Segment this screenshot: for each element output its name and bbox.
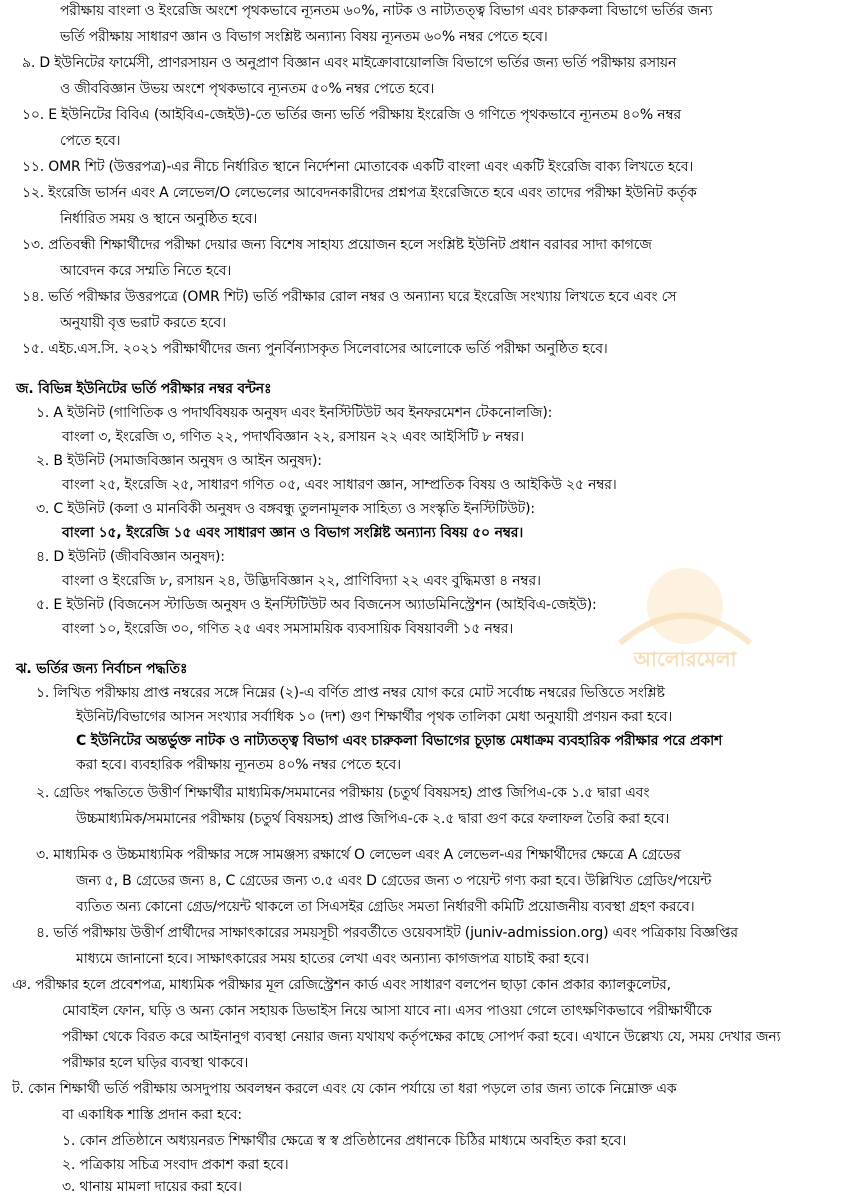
text-line-6: পেতে হবে। xyxy=(60,133,121,149)
text-line-25: বাংলা ১০, ইংরেজি ৩০, গণিত ২৫ এবং সমসাময়িক ব্যবসায়িক বিষয়াবলী ১৫ নম্বর। xyxy=(62,621,514,637)
text-line-22: ৪. D ইউনিট (জীববিজ্ঞান অনুষদ): xyxy=(36,549,225,565)
text-line-28: ইউনিট/বিভাগের আসন সংখ্যার সর্বাধিক ১০ (দশ) গুণ শিক্ষার্থীর পৃথক তালিকা মেধা অনুযায়ী প্রণয়ন করা হবে। xyxy=(76,709,673,725)
text-line-36: ৪. ভর্তি পরীক্ষায় উত্তীর্ণ প্রার্থীদের সাক্ষাৎকারের সময়সূচী পরবর্তীতে ওয়েবসাইট (juniv-admission.org) এবং পত্রিকায় বিজ্ঞপ্তির xyxy=(36,925,738,941)
text-line-33: ৩. মাধ্যমিক ও উচ্চমাধ্যমিক পরীক্ষার সঙ্গে সামঞ্জস্য রক্ষার্থে O লেভেল এবং A লেভেল-এর শিক্ষার্থীদের ক্ষেত্রে A গ্রেডের xyxy=(36,847,681,863)
text-line-10: ১৩. প্রতিবন্ধী শিক্ষার্থীদের পরীক্ষা দেয়ার জন্য বিশেষ সাহায্য প্রয়োজন হলে সংশ্লিষ্ট ইউনিট প্রধান বরাবর সাদা কাগজে xyxy=(22,237,652,253)
text-line-37: মাধ্যমে জানানো হবে। সাক্ষাৎকারের সময় হাতের লেখা এবং অন্যান্য কাগজপত্র যাচাই করা হবে। xyxy=(76,951,589,967)
text-line-15: জ. বিভিন্ন ইউনিটের ভর্তি পরীক্ষার নম্বর বন্টনঃ xyxy=(16,381,272,397)
text-line-41: পরীক্ষার হলে ঘড়ির ব্যবস্থা থাকবে। xyxy=(62,1055,249,1071)
text-line-19: বাংলা ২৫, ইংরেজি ২৫, সাধারণ গণিত ০৫, এবং সাধারণ জ্ঞান, সাম্প্রতিক বিষয় ও আইকিউ ২৫ নম্বর। xyxy=(62,477,617,493)
text-line-26: ঝ. ভর্তির জন্য নির্বাচন পদ্ধতিঃ xyxy=(16,661,188,677)
text-line-30: করা হবে। ব্যবহারিক পরীক্ষায় ন্যূনতম ৪০% নম্বর পেতে হবে। xyxy=(76,757,401,773)
text-line-44: ১. কোন প্রতিষ্ঠানে অধ্যয়নরত শিক্ষার্থীর ক্ষেত্রে স্ব স্ব প্রতিষ্ঠানের প্রধানকে চিঠির মাধ্যমে অবহিত করা হবে। xyxy=(62,1133,627,1149)
text-line-4: ও জীববিজ্ঞান উভয় অংশে পৃথকভাবে ন্যূনতম ৫০% নম্বর পেতে হবে। xyxy=(60,81,435,97)
text-line-29: C ইউনিটের অন্তর্ভুক্ত নাটক ও নাট্যতত্ত্ব বিভাগ এবং চারুকলা বিভাগের চূড়ান্ত মেধাক্রম ব্যবহারিক পরীক্ষার পরে প্রকাশ xyxy=(76,733,723,749)
text-line-13: অনুযায়ী বৃত্ত ভরাট করতে হবে। xyxy=(60,315,226,331)
watermark-logo xyxy=(610,548,760,698)
text-line-21: বাংলা ১৫, ইংরেজি ১৫ এবং সাধারণ জ্ঞান ও বিভাগ সংশ্লিষ্ট অন্যান্য বিষয় ৫০ নম্বর। xyxy=(62,525,524,541)
text-line-46: ৩. থানায় মামলা দায়ের করা হবে। xyxy=(62,1179,242,1195)
text-line-7: ১১. OMR শিট (উত্তরপত্র)-এর নীচে নির্ধারিত স্থানে নির্দেশনা মোতাবেক একটি বাংলা এবং একটি ইংরেজি বাক্য লিখতে হবে। xyxy=(22,159,694,175)
text-line-9: নির্ধারিত সময় ও স্থানে অনুষ্ঠিত হবে। xyxy=(60,211,258,227)
text-line-2: ভর্তি পরীক্ষায় সাধারণ জ্ঞান ও বিভাগ সংশ্লিষ্ট অন্যান্য বিষয় ন্যূনতম ৬০% নম্বর পেতে হবে। xyxy=(60,29,548,45)
text-line-24: ৫. E ইউনিট (বিজনেস স্টাডিজ অনুষদ ও ইনস্টিটিউট অব বিজনেস অ্যাডমিনিস্ট্রেশন (আইবিএ-জেইউ): xyxy=(36,597,597,613)
text-line-11: আবেদন করে সম্মতি নিতে হবে। xyxy=(60,263,232,279)
text-line-40: পরীক্ষা থেকে বিরত করে আইনানুগ ব্যবস্থা নেয়ার জন্য যথাযথ কর্তৃপক্ষের কাছে সোপর্দ করা হবে। এখানে উল্লেখ্য যে, সময় দেখার জন্য xyxy=(62,1029,781,1045)
text-line-20: ৩. C ইউনিট (কলা ও মানবিকী অনুষদ ও বঙ্গবন্ধু তুলনামূলক সাহিত্য ও সংস্কৃতি ইনস্টিটিউট): xyxy=(36,501,535,517)
text-line-16: ১. A ইউনিট (গাণিতিক ও পদার্থবিষয়ক অনুষদ এবং ইনস্টিটিউট অব ইনফরমেশন টেকনোলজি): xyxy=(36,405,553,421)
text-line-5: ১০. E ইউনিটের বিবিএ (আইবিএ-জেইউ)-তে ভর্তির জন্য ভর্তি পরীক্ষায় ইংরেজি ও গণিতে পৃথকভাবে ন্যূনতম ৪০% নম্বর xyxy=(22,107,681,123)
text-line-34: জন্য ৫, B গ্রেডের জন্য ৪, C গ্রেডের জন্য ৩.৫ এবং D গ্রেডের জন্য ৩ পয়েন্ট গণ্য করা হবে। উল্লিখিত গ্রেডিং/পয়েন্ট xyxy=(76,873,712,889)
watermark-sun xyxy=(647,568,723,644)
watermark-text: আলোরমেলা xyxy=(633,647,737,671)
text-line-43: বা একাধিক শাস্তি প্রদান করা হবে: xyxy=(62,1107,242,1123)
text-line-31: ২. গ্রেডিং পদ্ধতিতে উত্তীর্ণ শিক্ষার্থীর মাধ্যমিক/সমমানের পরীক্ষায় (চতুর্থ বিষয়সহ) প্রাপ্ত জিপিএ-কে ১.৫ দ্বারা এবং xyxy=(36,785,650,801)
text-line-39: মোবাইল ফোন, ঘড়ি ও অন্য কোন সহায়ক ডিভাইস নিয়ে আসা যাবে না। এসব পাওয়া গেলে তাৎক্ষণিকভাবে পরীক্ষার্থীকে xyxy=(62,1003,712,1019)
text-line-1: পরীক্ষায় বাংলা ও ইংরেজি অংশে পৃথকভাবে ন্যূনতম ৬০%, নাটক ও নাট্যতত্ত্ব বিভাগ এবং চারুকলা বিভাগে ভর্তির জন্য xyxy=(60,3,713,19)
text-line-3: ৯. D ইউনিটের ফার্মেসী, প্রাণরসায়ন ও অনুপ্রাণ বিজ্ঞান এবং মাইক্রোবায়োলজি বিভাগে ভর্তির জন্য ভর্তি পরীক্ষায় রসায়ন xyxy=(22,55,677,71)
text-line-17: বাংলা ৩, ইংরেজি ৩, গণিত ২২, পদার্থবিজ্ঞান ২২, রসায়ন ২২ এবং আইসিটি ৮ নম্বর। xyxy=(62,429,524,445)
text-line-42: ট. কোন শিক্ষার্থী ভর্তি পরীক্ষায় অসদুপায় অবলম্বন করলে এবং যে কোন পর্যায়ে তা ধরা পড়লে তার জন্য তাকে নিম্নোক্ত এক xyxy=(12,1081,677,1097)
text-line-12: ১৪. ভর্তি পরীক্ষার উত্তরপত্রে (OMR শিট) ভর্তি পরীক্ষার রোল নম্বর ও অন্যান্য ঘরে ইংরেজি সংখ্যায় লিখতে হবে এবং সে xyxy=(22,289,677,305)
text-line-32: উচ্চমাধ্যমিক/সমমানের পরীক্ষায় (চতুর্থ বিষয়সহ) প্রাপ্ত জিপিএ-কে ২.৫ দ্বারা গুণ করে ফলাফল তৈরি করা হবে। xyxy=(76,811,670,827)
text-line-23: বাংলা ও ইংরেজি ৮, রসায়ন ২৪, উদ্ভিদবিজ্ঞান ২২, প্রাণিবিদ্যা ২২ এবং বুদ্ধিমত্তা ৪ নম্বর। xyxy=(62,573,541,589)
text-line-8: ১২. ইংরেজি ভার্সন এবং A লেভেল/O লেভেলের আবেদনকারীদের প্রশ্নপত্র ইংরেজিতে হবে এবং তাদের পরীক্ষা ইউনিট কর্তৃক xyxy=(22,185,697,201)
text-line-27: ১. লিখিত পরীক্ষায় প্রাপ্ত নম্বরের সঙ্গে নিম্নের (২)-এ বর্ণিত প্রাপ্ত নম্বর যোগ করে মোট সর্বোচ্চ নম্বরের ভিত্তিতে সংশ্লিষ্ট xyxy=(36,685,665,701)
text-line-14: ১৫. এইচ.এস.সি. ২০২১ পরীক্ষার্থীদের জন্য পুনর্বিন্যাসকৃত সিলেবাসের আলোকে ভর্তি পরীক্ষা অনুষ্ঠিত হবে। xyxy=(22,341,608,357)
text-line-45: ২. পত্রিকায় সচিত্র সংবাদ প্রকাশ করা হবে। xyxy=(62,1157,289,1173)
text-line-18: ২. B ইউনিট (সমাজবিজ্ঞান অনুষদ ও আইন অনুষদ): xyxy=(36,453,322,469)
text-line-38: ঞ. পরীক্ষার হলে প্রবেশপত্র, মাধ্যমিক পরীক্ষার মূল রেজিস্ট্রেশন কার্ড এবং সাধারণ বলপেন ছাড়া কোন প্রকার ক্যালকুলেটর, xyxy=(12,977,671,993)
text-line-35: ব্যতিত অন্য কোনো গ্রেড/পয়েন্ট থাকলে তা সিএসইর গ্রেডিং সমতা নির্ধারণী কমিটি প্রয়োজনীয় ব্যবস্থা গ্রহণ করবে। xyxy=(76,899,695,915)
